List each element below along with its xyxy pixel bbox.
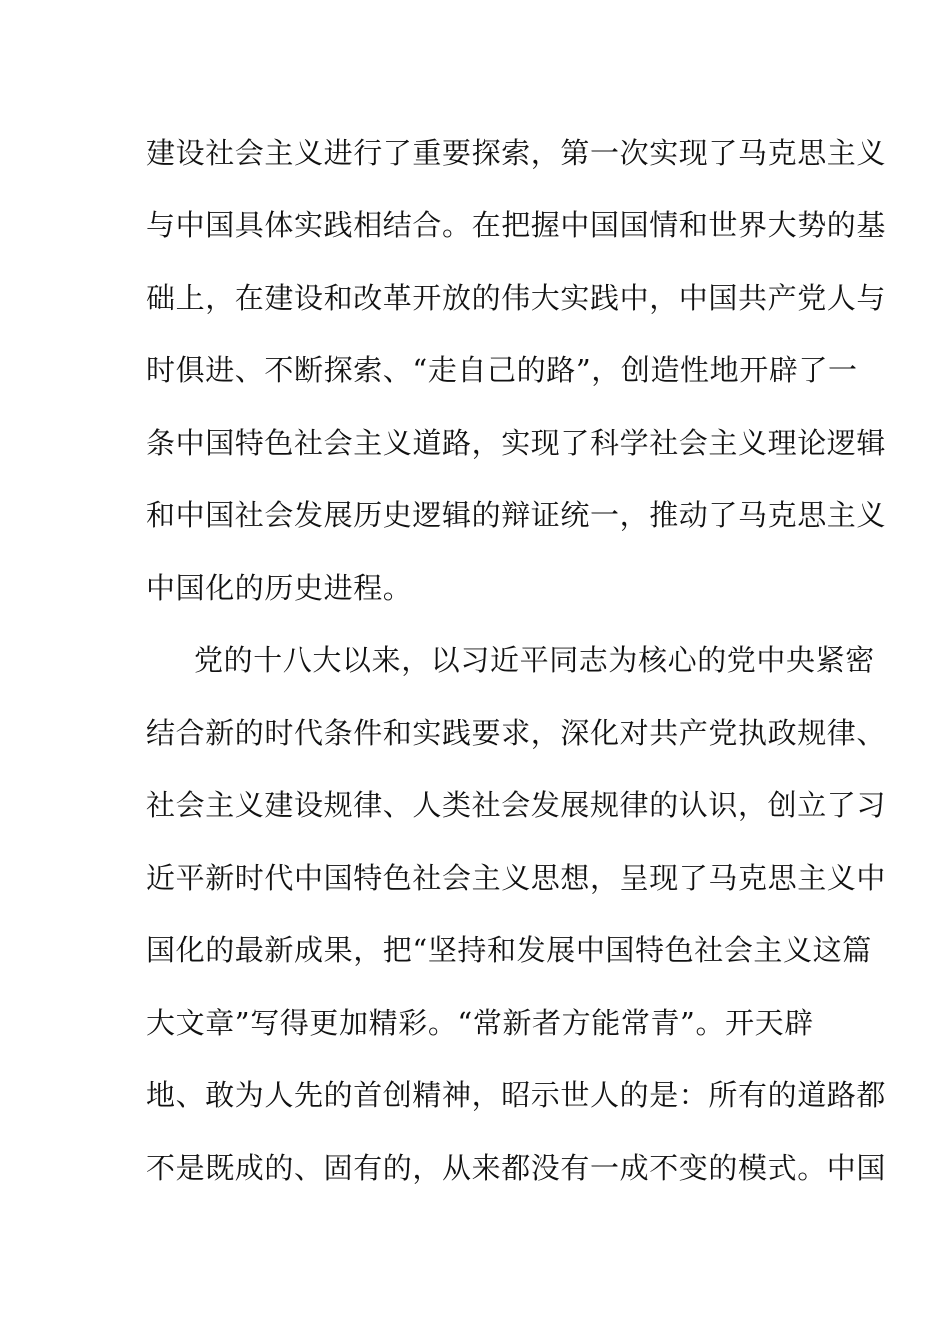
text-line: 时俱进、不断探索、“走自己的路”，创造性地开辟了一 <box>146 353 858 387</box>
text-line: 结合新的时代条件和实践要求，深化对共产党执政规律、 <box>146 716 887 750</box>
text-line: 和中国社会发展历史逻辑的辩证统一，推动了马克思主义 <box>146 498 887 532</box>
text-line: 地、敢为人先的首创精神，昭示世人的是：所有的道路都 <box>146 1078 887 1112</box>
text-line: 大文章”写得更加精彩。“常新者方能常青”。开天辟 <box>146 1006 814 1040</box>
text-line: 不是既成的、固有的，从来都没有一成不变的模式。中国 <box>146 1151 887 1185</box>
text-line: 础上，在建设和改革开放的伟大实践中，中国共产党人与 <box>146 281 887 315</box>
text-line: 国化的最新成果，把“坚持和发展中国特色社会主义这篇 <box>146 933 872 967</box>
text-line: 近平新时代中国特色社会主义思想，呈现了马克思主义中 <box>146 861 887 895</box>
text-line: 条中国特色社会主义道路，实现了科学社会主义理论逻辑 <box>146 426 887 460</box>
text-line: 建设社会主义进行了重要探索，第一次实现了马克思主义 <box>146 136 887 170</box>
text-line: 党的十八大以来，以习近平同志为核心的党中央紧密 <box>194 643 875 677</box>
text-line: 中国化的历史进程。 <box>146 571 413 605</box>
text-line: 社会主义建设规律、人类社会发展规律的认识，创立了习 <box>146 788 887 822</box>
text-line: 与中国具体实践相结合。在把握中国国情和世界大势的基 <box>146 208 887 242</box>
